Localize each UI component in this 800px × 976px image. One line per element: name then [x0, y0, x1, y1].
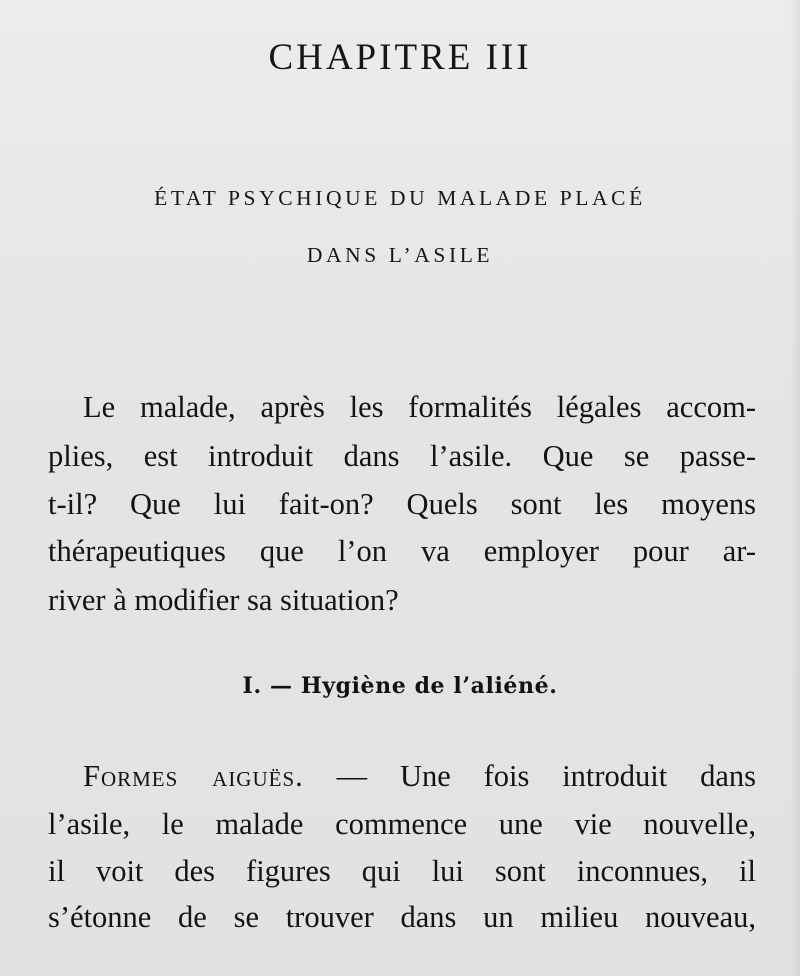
- paragraph-1-line-1: Le malade, après les formalités légales accom-: [83, 390, 756, 424]
- paragraph-1-line-5: river à modifier sa situation?: [48, 583, 399, 617]
- paragraph-2-line-4: s’étonne de se trouver dans un milieu nouveau,: [48, 900, 756, 934]
- page-edge-shadow: [790, 0, 800, 976]
- paragraph-1-line-3: t-il? Que lui fait-on? Quels sont les moyens: [48, 487, 756, 521]
- section-heading-line-2: DANS L’ASILE: [306, 243, 494, 267]
- paragraph-2-line-2: l’asile, le malade commence une vie nouvelle,: [48, 807, 756, 841]
- paragraph-1-line-2: plies, est introduit dans l’asile. Que se passe-: [48, 439, 756, 473]
- subsection-heading: I. — Hygiène de l’aliéné.: [242, 673, 558, 699]
- paragraph-2-line-1-rest: — Une fois introduit dans: [303, 759, 756, 793]
- paragraph-1-line-4: thérapeutiques que l’on va employer pour ar-: [48, 534, 756, 568]
- chapter-title: CHAPITRE III: [268, 37, 532, 78]
- paragraph-2-line-3: il voit des figures qui lui sont inconnues, il: [48, 854, 756, 888]
- section-heading-line-1: ÉTAT PSYCHIQUE DU MALADE PLACÉ: [154, 186, 646, 210]
- paragraph-2-lead: Formes aiguës.: [83, 759, 304, 793]
- paragraph-2-line-1: [83, 756, 756, 796]
